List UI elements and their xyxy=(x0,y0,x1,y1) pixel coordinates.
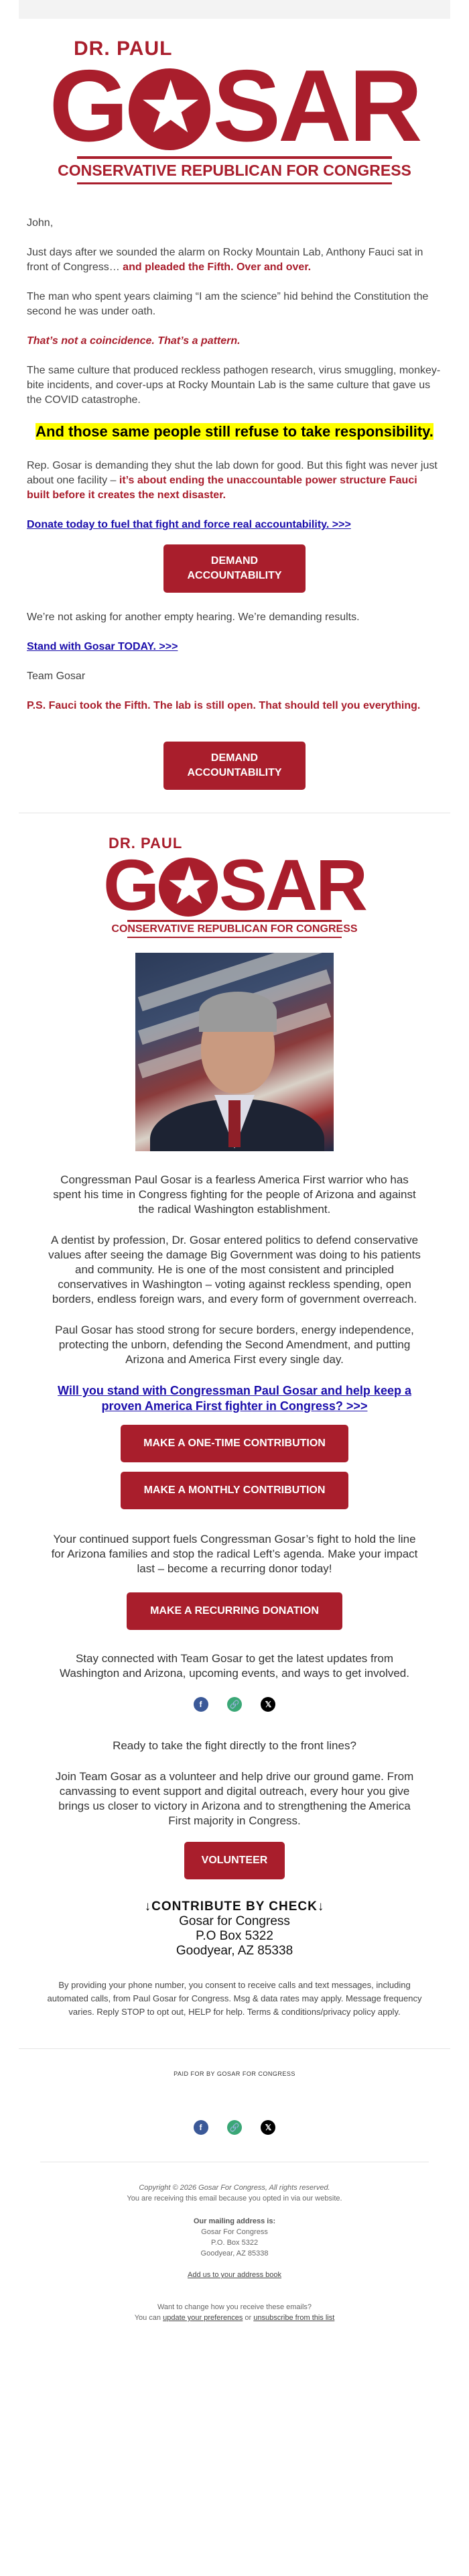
mailing-address-label: Our mailing address is: xyxy=(193,2217,276,2225)
bio-paragraph-3: Paul Gosar has stood strong for secure borders, energy independence, protecting the unborn, defending the Second Amendment, and putting Arizona and America First every single day. xyxy=(55,1324,414,1366)
social-links xyxy=(0,1697,469,1712)
paid-for-notice: PAID FOR BY GOSAR FOR CONGRESS xyxy=(174,2070,295,2077)
stand-with-gosar-bio-link[interactable]: Will you stand with Congressman Paul Gosar and help keep a proven America First fighter in Congress? >>> xyxy=(58,1384,411,1413)
facebook-icon[interactable]: f xyxy=(194,1697,208,1712)
logo-gosar: G ★ SAR xyxy=(103,844,366,925)
check-title: ↓CONTRIBUTE BY CHECK↓ xyxy=(144,1899,325,1914)
footer xyxy=(0,2182,469,2323)
facebook-icon[interactable]: f xyxy=(194,2120,208,2135)
paragraph-2: The man who spent years claiming “I am the science” hid behind the Constitution the second he was under oath. xyxy=(27,291,429,317)
bio-section xyxy=(0,1173,469,1681)
logo-tagline: CONSERVATIVE REPUBLICAN FOR CONGRESS xyxy=(58,161,411,179)
letter-body xyxy=(0,216,469,790)
paragraph-6: We’re not asking for another empty hearing. We’re demanding results. xyxy=(27,611,360,623)
paragraph-5: Rep. Gosar is demanding they shut the lab down for good. But this fight was never just about one facility – it’s about ending the unaccountable power structure Fauci built before it creates the next disaster. xyxy=(27,460,438,501)
bio-paragraph-2: A dentist by profession, Dr. Gosar entered politics to defend conservative values after seeing the damage Big Government was doing to his patients and community. He is one of the most consistent and principled conservatives in Washington – voting against reckless spending, open borders, endless foreign wars, and every form of government overreach. xyxy=(48,1234,421,1305)
footer-social-links xyxy=(0,2120,469,2135)
footer-divider xyxy=(19,2048,450,2049)
x-icon[interactable]: 𝕏 xyxy=(261,2120,275,2135)
check-line-2: P.O Box 5322 xyxy=(196,1929,273,1943)
header-logo xyxy=(0,19,469,193)
donate-link[interactable]: Donate today to fuel that fight and force real accountability. >>> xyxy=(27,519,351,530)
receiving-reason: You are receiving this email because you opted in via our website. xyxy=(127,2194,342,2203)
logo-rule-bottom xyxy=(77,182,392,184)
volunteer-paragraph: Join Team Gosar as a volunteer and help drive our ground game. From canvassing to event support and digital outreach, every hour you give brings us closer to victory in Arizona and to strengthening the America First majority in Congress. xyxy=(55,1770,414,1827)
signoff: Team Gosar xyxy=(27,670,86,682)
recurring-donation-button[interactable]: MAKE A RECURRING DONATION xyxy=(127,1592,342,1630)
copyright: Copyright © 2026 Gosar For Congress, All rights reserved. xyxy=(139,2184,330,2192)
highlight-block xyxy=(27,422,442,441)
highlight-text: And those same people still refuse to take responsibility. xyxy=(36,423,433,440)
volunteer-button[interactable]: VOLUNTEER xyxy=(184,1842,285,1879)
logo-gosar: G ★ SAR xyxy=(49,49,420,163)
logo-tagline: CONSERVATIVE REPUBLICAN FOR CONGRESS xyxy=(111,923,358,935)
monthly-contribution-button[interactable]: MAKE A MONTHLY CONTRIBUTION xyxy=(121,1472,348,1509)
link-icon[interactable]: 🔗 xyxy=(227,1697,242,1712)
contribute-by-check xyxy=(0,1899,469,1958)
volunteer-section xyxy=(0,1739,469,1879)
unsubscribe-link[interactable]: unsubscribe from this list xyxy=(253,2314,335,2322)
add-to-address-book-link[interactable]: Add us to your address book xyxy=(187,2271,282,2279)
address-line-3: Goodyear, AZ 85338 xyxy=(200,2249,269,2258)
link-icon[interactable]: 🔗 xyxy=(227,2120,242,2135)
sms-disclaimer: By providing your phone number, you consent to receive calls and text messages, including automated calls, from Paul Gosar for Congress. Msg & data rates may apply. Message frequency varies. Reply STOP to opt out, HELP for help. Terms & conditions/privacy policy apply. xyxy=(47,1980,422,2017)
change-emails-text: Want to change how you receive these emails? xyxy=(157,2303,312,2311)
bio-paragraph-4: Your continued support fuels Congressman Gosar’s fight to hold the line for Arizona families and stop the radical Left’s agenda. Make your impact last – become a recurring donor today! xyxy=(51,1533,418,1575)
update-preferences-link[interactable]: update your preferences xyxy=(163,2314,243,2322)
address-line-1: Gosar For Congress xyxy=(201,2228,268,2236)
logo-rule-bottom xyxy=(127,937,342,938)
logo-dr-paul: DR. PAUL xyxy=(74,38,173,60)
footer-logo xyxy=(0,813,469,941)
bio-paragraph-1: Congressman Paul Gosar is a fearless America First warrior who has spent his time in Congress fighting for the people of Arizona and against the radical Washington establishment. xyxy=(53,1173,416,1216)
preferences-line: You can update your preferences or unsubscribe from this list xyxy=(134,2314,335,2322)
volunteer-heading: Ready to take the fight directly to the front lines? xyxy=(113,1739,356,1752)
paragraph-4: The same culture that produced reckless pathogen research, virus smuggling, monkey-bite incidents, and cover-ups at Rocky Mountain Lab is the same culture that gave us the COVID catastrophe. xyxy=(27,365,441,406)
address-line-2: P.O. Box 5322 xyxy=(210,2239,259,2247)
one-time-contribution-button[interactable]: MAKE A ONE-TIME CONTRIBUTION xyxy=(121,1425,348,1462)
paragraph-1: Just days after we sounded the alarm on Rocky Mountain Lab, Anthony Fauci sat in front of Congress… and pleaded the Fifth. Over and over. xyxy=(27,247,423,273)
paragraph-3: That’s not a coincidence. That’s a pattern. xyxy=(27,335,241,347)
postscript: P.S. Fauci took the Fifth. The lab is still open. That should tell you everything. xyxy=(27,700,421,711)
top-bar xyxy=(19,0,450,19)
stand-with-gosar-link[interactable]: Stand with Gosar TODAY. >>> xyxy=(27,641,178,652)
demand-accountability-button-2[interactable]: DEMAND ACCOUNTABILITY xyxy=(163,742,306,790)
x-icon[interactable]: 𝕏 xyxy=(261,1697,275,1712)
candidate-photo xyxy=(135,953,334,1151)
check-line-3: Goodyear, AZ 85338 xyxy=(176,1944,293,1958)
star-icon: ★ xyxy=(129,68,210,150)
star-icon: ★ xyxy=(159,858,218,917)
bio-paragraph-5: Stay connected with Team Gosar to get the latest updates from Washington and Arizona, upcoming events, and ways to get involved. xyxy=(60,1652,409,1680)
greeting: John, xyxy=(27,217,54,229)
check-line-1: Gosar for Congress xyxy=(179,1914,290,1928)
demand-accountability-button[interactable]: DEMAND ACCOUNTABILITY xyxy=(163,544,306,593)
logo-dr-paul: DR. PAUL xyxy=(109,835,183,852)
